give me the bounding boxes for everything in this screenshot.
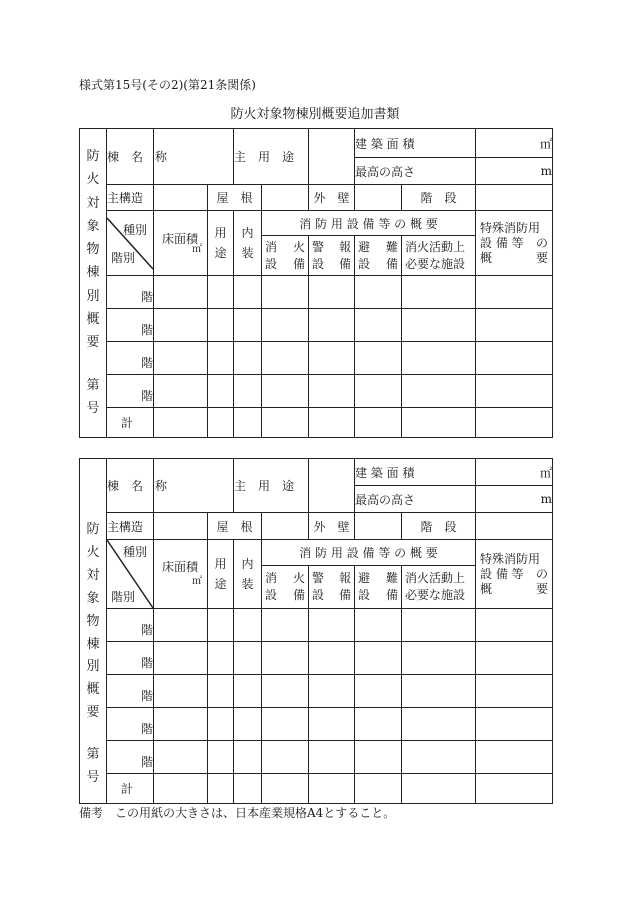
fire-extinguishing-header: 消 火 設 備 [262,236,309,276]
special-equipment-header: 特殊消防用 設 備 等 の 概 要 [476,540,553,609]
roof-label: 屋 根 [208,513,262,540]
kind-floor-header: 種別 階別 [107,211,154,276]
total-row [80,408,553,438]
max-height-label: 最高の高さ [355,486,476,513]
form-number: 様式第15号(その2)(第21条関係) [79,78,256,92]
building-name-label: 棟 名 称 [107,459,154,513]
total-row [80,774,553,804]
outer-wall-field[interactable] [355,185,402,211]
max-height-field[interactable] [476,486,553,513]
building-area-label: 建 築 面 積 [355,129,476,158]
height-unit: m [540,492,553,506]
use-header: 用 途 [208,211,234,276]
main-structure-field[interactable] [154,185,208,211]
side-label-column: 防 火 対 象 物 棟 別 概 要 第 号 [80,459,107,804]
use-header: 用 途 [208,540,234,609]
footer-note: 備考 この用紙の大きさは、日本産業規格A4とすること。 [79,806,396,820]
special-equipment-header: 特殊消防用 設 備 等 の 概 要 [476,211,553,276]
max-height-label: 最高の高さ [355,158,476,185]
floor-label: 階 [107,675,154,708]
floor-area-header: 床面積 ㎡ [154,211,208,276]
floor-label: 階 [107,276,154,309]
main-structure-label: 主構造 [107,513,154,540]
interior-header: 内 装 [234,540,262,609]
floor-label: 階 [107,741,154,774]
stairs-label: 階 段 [402,513,476,540]
total-label: 計 [107,774,154,804]
building-name-label: 棟 名 称 [107,129,154,185]
building-area-label: 建 築 面 積 [355,459,476,486]
building-summary-table-1 [79,128,553,438]
main-use-label: 主 用 途 [234,129,309,185]
fire-extinguishing-header: 消 火 設 備 [262,566,309,609]
floor-label: 階 [107,342,154,375]
max-height-field[interactable] [476,158,553,185]
floor-label: 階 [107,375,154,408]
table-row [80,642,553,675]
document-title: 防火対象物棟別概要追加書類 [230,107,400,122]
alarm-header: 警 報 設 備 [309,236,355,276]
main-use-field[interactable] [309,459,355,513]
stairs-label: 階 段 [402,185,476,211]
floor-label: 階 [107,309,154,342]
evacuation-header: 避 難 設 備 [355,236,402,276]
building-summary-table-2 [79,458,553,804]
firefighting-facilities-header: 消火活動上 必要な施設 [402,236,476,276]
stairs-field[interactable] [476,185,553,211]
evacuation-header: 避 難 設 備 [355,566,402,609]
total-label: 計 [107,408,154,438]
main-structure-field[interactable] [154,513,208,540]
floor-label: 階 [107,609,154,642]
area-unit: ㎡ [540,136,553,151]
table-row [80,276,553,309]
table-row [80,675,553,708]
main-use-label: 主 用 途 [234,459,309,513]
floor-area-header: 床面積 ㎡ [154,540,208,609]
table-row [80,375,553,408]
equipment-overview-header: 消 防 用 設 備 等 の 概 要 [262,211,476,236]
table-row [80,342,553,375]
outer-wall-label: 外 壁 [309,185,355,211]
building-area-field[interactable] [476,129,553,158]
building-area-field[interactable] [476,459,553,486]
roof-label: 屋 根 [208,185,262,211]
roof-field[interactable] [262,185,309,211]
area-unit: ㎡ [540,465,553,480]
outer-wall-field[interactable] [355,513,402,540]
side-label-column: 防 火 対 象 物 棟 別 概 要 第 号 [80,129,107,438]
firefighting-facilities-header: 消火活動上 必要な施設 [402,566,476,609]
floor-label: 階 [107,708,154,741]
table-row [80,309,553,342]
main-structure-label: 主構造 [107,185,154,211]
floor-label: 階 [107,642,154,675]
main-use-field[interactable] [309,129,355,185]
interior-header: 内 装 [234,211,262,276]
equipment-overview-header: 消 防 用 設 備 等 の 概 要 [262,540,476,566]
table-row [80,609,553,642]
alarm-header: 警 報 設 備 [309,566,355,609]
stairs-field[interactable] [476,513,553,540]
roof-field[interactable] [262,513,309,540]
table-row [80,741,553,774]
height-unit: m [540,164,553,178]
table-row [80,708,553,741]
outer-wall-label: 外 壁 [309,513,355,540]
kind-floor-header: 種別 階別 [107,540,154,609]
